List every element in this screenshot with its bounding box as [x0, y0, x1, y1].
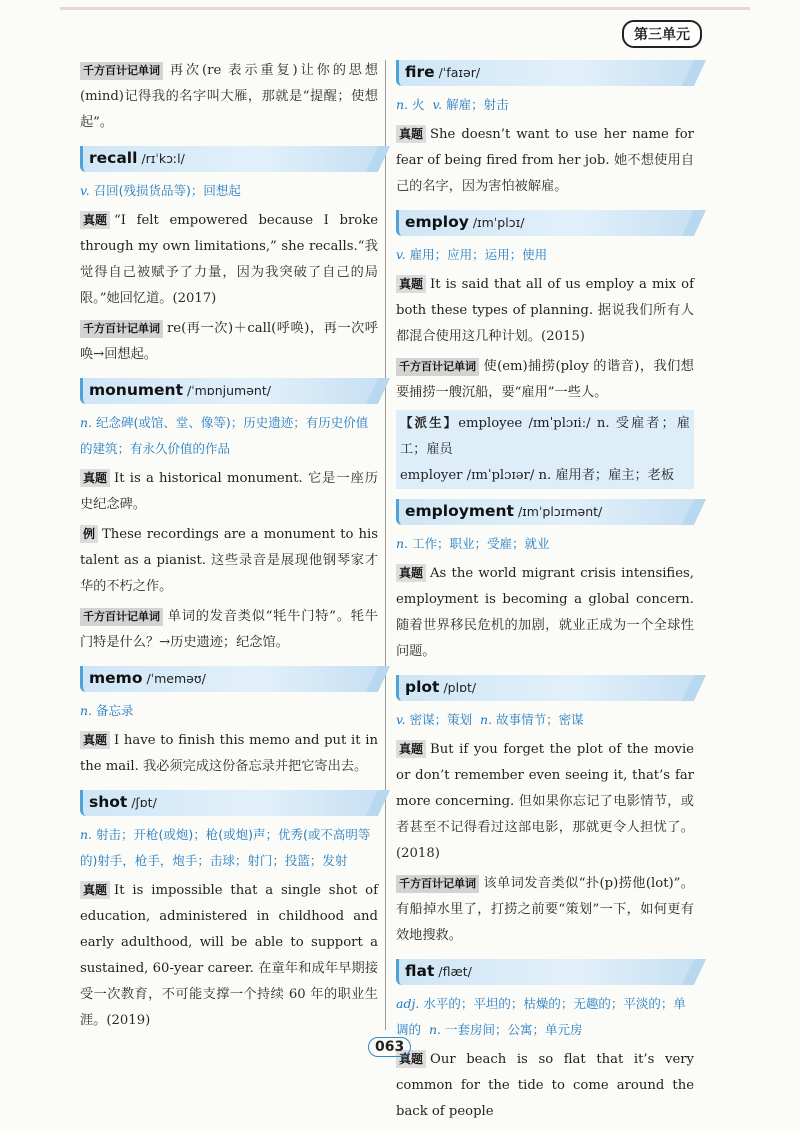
memory-text: re(再一次)＋call(呼唤)，再一次呼唤→回想起。	[80, 321, 378, 362]
entry-header-employ	[396, 210, 694, 236]
headword	[89, 149, 185, 167]
left-column	[80, 58, 378, 1038]
memory-text: 使(em)捕捞(ploy 的谐音)，我们想要捕捞一艘沉船，要“雇用”一些人。	[396, 359, 694, 400]
exam-label: 真题	[396, 740, 426, 758]
exam-sentence	[396, 1047, 694, 1125]
memory-tip	[80, 604, 378, 656]
exam-en: “I felt empowered because I broke through my own limitations,” she recalls.	[80, 213, 378, 254]
example-label: 例	[80, 525, 98, 543]
definition	[396, 92, 694, 118]
exam-sentence	[396, 737, 694, 867]
phonetic: /rɪˈkɔːl/	[141, 151, 185, 166]
exam-sentence	[396, 272, 694, 350]
entry-header-employment	[396, 499, 694, 525]
meaning: 一套房间；公寓；单元房	[445, 1022, 583, 1037]
entry-header-memo	[80, 666, 378, 692]
meaning: 射击；开枪(或炮)；枪(或炮)声；优秀(或不高明等的)射手，枪手，炮手；击球；射门；投篮；发射	[80, 827, 371, 868]
meaning: 密谋；策划	[409, 712, 473, 727]
unit-tag: 第三单元	[622, 20, 702, 48]
headword-text: recall	[89, 149, 138, 167]
exam-en: She doesn’t want to use her name for fear of being fired from her job.	[396, 127, 694, 168]
phonetic: /ɪmˈplɔɪ/	[472, 215, 525, 230]
headword-text: monument	[89, 381, 183, 399]
headword	[89, 793, 157, 811]
exam-sentence	[396, 561, 694, 665]
exam-en: I have to finish this memo and put it in the mail.	[80, 733, 378, 774]
memory-tip-label: 千方百计记单词	[80, 320, 163, 338]
entry-header-recall	[80, 146, 378, 172]
exam-zh: 在童年和成年早期接受一次教育，不可能支撑一个持续 60 年的职业生涯。(2019)	[80, 961, 379, 1028]
example-en: These recordings are a monument to his talent as a pianist.	[80, 527, 378, 568]
exam-label: 真题	[80, 731, 110, 749]
part-of-speech: v.	[396, 247, 406, 262]
meaning: 火	[412, 97, 425, 112]
meaning: 纪念碑(或馆、堂、像等)；历史遗迹；有历史价值的建筑；有永久价值的作品	[80, 415, 369, 456]
derivatives-box	[396, 410, 694, 489]
phonetic: /ɪmˈplɔɪmənt/	[517, 504, 603, 519]
phonetic: /plɒt/	[443, 680, 477, 695]
headword-text: flat	[405, 962, 435, 980]
headword-text: plot	[405, 678, 440, 696]
entry-header-fire	[396, 60, 694, 86]
part-of-speech: n.	[80, 703, 93, 718]
meaning: 召回(残损货品等)；回想起	[93, 183, 241, 198]
example-zh: 这些录音是展现他钢琴家才华的不朽之作。	[80, 553, 378, 594]
headword-text: memo	[89, 669, 143, 687]
memory-tip-label: 千方百计记单词	[396, 358, 479, 376]
memory-tip	[80, 316, 378, 368]
part-of-speech: adj.	[396, 996, 420, 1011]
page-number: 063	[368, 1037, 411, 1057]
exam-en: Our beach is so flat that it’s very common for the tide to come around the back of people	[396, 1052, 694, 1119]
headword	[405, 213, 524, 231]
exam-label: 真题	[396, 275, 426, 293]
part-of-speech: v.	[396, 712, 406, 727]
exam-en: But if you forget the plot of the movie or don’t remember even seeing it, that’s far more concerning.	[396, 742, 694, 809]
definition	[396, 707, 694, 733]
headword	[89, 669, 206, 687]
part-of-speech: v.	[432, 97, 443, 112]
exam-label: 真题	[396, 125, 426, 143]
meaning: 解雇；射击	[446, 97, 509, 112]
definition	[80, 822, 378, 874]
definition	[396, 531, 694, 557]
exam-en: It is said that all of us employ a mix of both these types of planning.	[396, 277, 694, 318]
exam-zh: 但如果你忘记了电影情节，或者甚至不记得看过这部电影，那就更令人担忧了。(2018)	[396, 794, 694, 861]
exam-label: 真题	[396, 564, 426, 582]
exam-sentence	[80, 878, 378, 1034]
exam-en: It is impossible that a single shot of education, administered in childhood and early adulthood, will be able to support a sustained, 60-year career.	[80, 883, 378, 976]
phonetic: /ˈfaɪər/	[438, 65, 481, 80]
headword-text: fire	[405, 63, 435, 81]
part-of-speech: n.	[80, 415, 93, 430]
entry-header-monument	[80, 378, 378, 404]
derivative-2: employer /ɪmˈplɔɪər/ n. 雇用者；雇主；老板	[400, 468, 675, 483]
meaning: 雇用；应用；运用；使用	[409, 247, 548, 262]
exam-label: 真题	[80, 211, 110, 229]
part-of-speech: v.	[80, 183, 90, 198]
meaning: 故事情节；密谋	[496, 712, 584, 727]
exam-zh: 随着世界移民危机的加剧，就业正成为一个全球性问题。	[396, 618, 694, 659]
definition	[396, 242, 694, 268]
exam-zh: “我觉得自己被赋予了力量，因为我突破了自己的局限。”她回忆道。(2017)	[80, 239, 378, 306]
exam-zh: 她不想使用自己的名字，因为害怕被解雇。	[396, 153, 695, 194]
phonetic: /ˈmeməʊ/	[146, 671, 206, 686]
column-divider	[385, 60, 386, 1030]
memory-tip	[396, 354, 694, 406]
right-column	[396, 58, 694, 1129]
exam-label: 真题	[396, 1050, 426, 1068]
intro-memory-tip	[80, 58, 378, 136]
exam-sentence	[80, 466, 378, 518]
entry-header-plot	[396, 675, 694, 701]
phonetic: /flæt/	[438, 964, 472, 979]
top-rule	[60, 7, 750, 10]
definition	[80, 410, 378, 462]
headword	[89, 381, 271, 399]
part-of-speech: n.	[428, 1022, 441, 1037]
headword-text: employment	[405, 502, 514, 520]
part-of-speech: n.	[396, 97, 409, 112]
exam-en: As the world migrant crisis intensifies, employment is becoming a global concern.	[396, 566, 694, 607]
exam-zh: 它是一座历史纪念碑。	[80, 471, 378, 512]
part-of-speech: n.	[80, 827, 93, 842]
exam-sentence	[396, 122, 694, 200]
definition	[396, 991, 694, 1043]
definition	[80, 698, 378, 724]
derivative-label: 【派生】	[400, 415, 459, 430]
phonetic: /ˈmɒnjumənt/	[186, 383, 271, 398]
exam-zh: 据说我们所有人都混合使用这几种计划。(2015)	[396, 303, 694, 344]
headword	[405, 962, 472, 980]
headword	[405, 63, 480, 81]
memory-tip	[396, 871, 694, 949]
memory-text: 该单词发音类似“扑(p)捞他(lot)”。有船掉水里了，打捞之前要“策划”一下，如何更有效地搜救。	[396, 876, 694, 943]
headword-text: shot	[89, 793, 128, 811]
definition	[80, 178, 378, 204]
meaning: 工作；职业；受雇；就业	[412, 536, 550, 551]
memory-tip-label: 千方百计记单词	[396, 875, 479, 893]
memory-tip-label: 千方百计记单词	[80, 62, 163, 80]
phonetic: /ʃɒt/	[131, 795, 157, 810]
intro-text: 再次(re 表示重复)让你的思想(mind)记得我的名字叫大雁，那就是“提醒；使想起”。	[80, 63, 378, 130]
memory-tip-label: 千方百计记单词	[80, 608, 163, 626]
exam-label: 真题	[80, 881, 110, 899]
exam-en: It is a historical monument.	[114, 471, 303, 486]
entry-header-shot	[80, 790, 378, 816]
exam-sentence	[80, 728, 378, 780]
headword-text: employ	[405, 213, 469, 231]
example-sentence	[80, 522, 378, 600]
headword	[405, 678, 476, 696]
part-of-speech: n.	[396, 536, 409, 551]
meaning: 备忘录	[96, 703, 134, 718]
memory-text: 单词的发音类似“牦牛门特”。牦牛门特是什么？→历史遗迹；纪念馆。	[80, 609, 378, 650]
exam-label: 真题	[80, 469, 110, 487]
part-of-speech: n.	[480, 712, 493, 727]
entry-header-flat	[396, 959, 694, 985]
derivative-1: employee /ɪmˈplɔɪiː/ n. 受雇者；雇工；雇员	[400, 416, 690, 457]
meaning: 水平的；平坦的；枯燥的；无趣的；平淡的；单调的	[396, 996, 686, 1037]
headword	[405, 502, 602, 520]
exam-sentence	[80, 208, 378, 312]
exam-zh: 我必须完成这份备忘录并把它寄出去。	[143, 759, 368, 774]
